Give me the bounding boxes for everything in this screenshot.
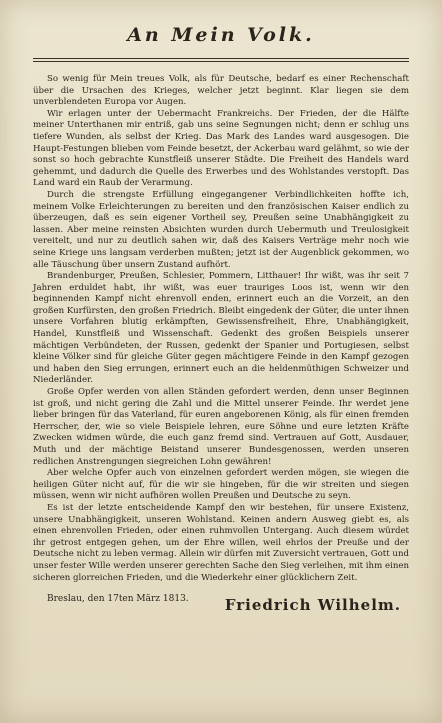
- paragraph: Brandenburger, Preußen, Schlesier, Pommern, Litthauer! Ihr wißt, was ihr seit 7 Jahren erduldet habt, ihr wißt, was euer trauriges Loos ist, wenn wir den beginnenden Kampf nicht ehrenvoll enden, erinnert euch an die Vorzeit, an den großen Kurfürsten, den großen Friedrich. Bleibt eingedenk der Güter, die unter ihnen unsere Vorfahren blutig erkämpften, Gewissensfreiheit, Ehre, Unabhängigkeit, Handel, Kunstfleiß und Wissenschaft. Gedenkt des großen Beispiels unserer mächtigen Verbündeten, der Russen, gedenkt der Spanier und Portugiesen, selbst kleine Völker sind für gleiche Güter gegen mächtigere Feinde in den Kampf gezogen und haben den Sieg errungen, erinnert euch an die heldenmüthigen Schweizer und Niederländer.: [33, 271, 409, 386]
- paragraph: Aber welche Opfer auch von einzelnen gefordert werden mögen, sie wiegen die heiligen Güter nicht auf, für die wir sie hingeben, für die wir streiten und siegen müssen, wenn wir nicht aufhören wollen Preußen und Deutsche zu seyn.: [33, 468, 409, 502]
- paragraph: Durch die strengste Erfüllung eingegangener Verbindlichkeiten hoffte ich, meinem Volke Erleichterungen zu bereiten und den französischen Kaiser endlich zu überzeugen, daß es sein eigener Vortheil sey, Preußen seine Unabhängigkeit zu lassen. Aber meine reinsten Absichten wurden durch Uebermuth und Treulosigkeit vereitelt, und nur zu deutlich sahen wir, daß des Kaisers Verträge mehr noch wie seine Kriege uns langsam verderben mußten; jetzt ist der Augenblick gekommen, wo alle Täuschung über unsern Zustand aufhört.: [33, 189, 409, 270]
- signature: Friedrich Wilhelm.: [224, 596, 401, 615]
- paragraph: Wir erlagen unter der Uebermacht Frankreichs. Der Frieden, der die Hälfte meiner Unterthanen mir entriß, gab uns seine Segnungen nicht; denn er schlug uns tiefere Wunden, als selbst der Krieg. Das Mark des Landes ward ausgesogen. Die Haupt-Festungen blieben vom Feinde besetzt, der Ackerbau ward gelähmt, so wie der sonst so hoch gebrachte Kunstfleiß unserer Städte. Die Freiheit des Handels ward gehemmt, und dadurch die Quelle des Erwerbes und des Wohlstandes verstopft. Das Land ward ein Raub der Verarmung.: [33, 108, 409, 189]
- paragraph: Große Opfer werden von allen Ständen gefordert werden, denn unser Beginnen ist groß, und nicht gering die Zahl und die Mittel unserer Feinde. Ihr werdet jene lieber bringen für das Vaterland, für euren angeborenen König, als für einen fremden Herrscher, der, wie so viele Beispiele lehren, eure Söhne und eure letzten Kräfte Zwecken widmen würde, die euch ganz fremd sind. Vertrauen auf Gott, Ausdauer, Muth und der mächtige Beistand unserer Bundesgenossen, werden unseren redlichen Anstrengungen siegreichen Lohn gewähren!: [33, 387, 409, 467]
- proclamation-body: [33, 74, 409, 584]
- document-footer: [33, 594, 409, 622]
- document-title: An Mein Volk.: [127, 24, 315, 46]
- paragraph: Es ist der letzte entscheidende Kampf den wir bestehen, für unsere Existenz, unsere Unabhängigkeit, unseren Wohlstand. Keinen andern Ausweg giebt es, als einen ehrenvollen Frieden, oder einen ruhmvollen Untergang. Auch diesem würdet ihr getrost entgegen gehen, um der Ehre willen, weil ehrlos der Preuße und der Deutsche nicht zu leben vermag. Allein wir dürfen mit Zuversicht vertrauen, Gott und unser fester Wille werden unserer gerechten Sache den Sieg verleihen, mit ihm einen sicheren glorreichen Frieden, und die Wiederkehr einer glücklichern Zeit.: [33, 502, 409, 583]
- place-date: Breslau, den 17ten März 1813.: [47, 594, 189, 605]
- paragraph: So wenig für Mein treues Volk, als für Deutsche, bedarf es einer Rechenschaft über die Ursachen des Krieges, welcher jetzt beginnt. Klar liegen sie dem unverblendeten Europa vor Augen.: [33, 74, 409, 108]
- title-rule: [33, 58, 409, 62]
